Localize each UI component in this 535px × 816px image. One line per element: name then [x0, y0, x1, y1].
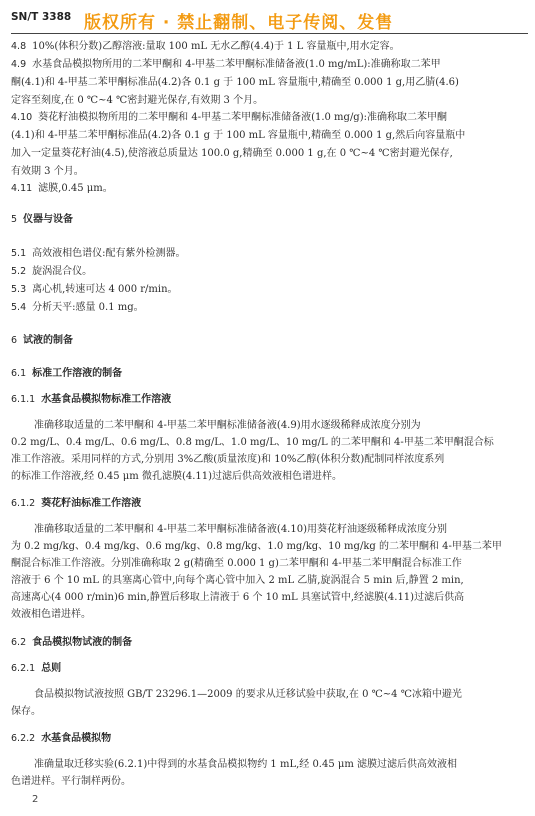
- section-number: 6.2.1: [11, 663, 36, 674]
- clause-number: 5.3: [11, 284, 27, 295]
- section-6-2-2-heading: [11, 732, 528, 746]
- section-number: 6.1.2: [11, 498, 36, 509]
- paragraph-line: 准确量取迁移实验(6.2.1)中得到的水基食品模拟物约 1 mL,经 0.45 μm 滤膜过滤后供高效液相: [34, 759, 458, 770]
- paragraph-line: 准确移取适量的二苯甲酮和 4-甲基二苯甲酮标准储备液(4.9)用水逐级稀释成浓度分别为: [34, 420, 421, 431]
- section-number: 6: [11, 335, 18, 346]
- clause-text-line: 酮(4.1)和 4-甲基二苯甲酮标准品(4.2)各 0.1 g 于 100 mL 容量瓶中,精确至 0.000 1 g,用乙腈(4.6): [11, 77, 459, 88]
- paragraph-line: 为 0.2 mg/kg、0.4 mg/kg、0.6 mg/kg、0.8 mg/kg、1.0 mg/kg、10 mg/kg 的二苯甲酮和 4-甲基二苯甲: [11, 541, 502, 552]
- clause-text-line: (4.1)和 4-甲基二苯甲酮标准品(4.2)各 0.1 g 于 100 mL 容量瓶中,精确至 0.000 1 g,然后向容量瓶中: [11, 130, 466, 141]
- paragraph-line: 食品模拟物试液按照 GB/T 23296.1—2009 的要求从迁移试验中获取,在 0 ℃~4 ℃冰箱中避光: [34, 689, 462, 700]
- clause-number: 5.2: [11, 266, 27, 277]
- section-title: 总则: [41, 663, 62, 674]
- paragraph-line: 色谱进样。平行制样两份。: [11, 776, 131, 787]
- section-title: 标准工作溶液的制备: [32, 368, 123, 379]
- clause-text-line: 有效期 3 个月。: [11, 166, 84, 177]
- clause-text: 水基食品模拟物所用的二苯甲酮和 4-甲基二苯甲酮标准储备液(1.0 mg/mL):准确称取二苯甲: [32, 59, 441, 70]
- section-number: 6.2: [11, 637, 27, 648]
- clause-number: 4.11: [11, 183, 33, 194]
- section-6-1-heading: [11, 367, 528, 381]
- clause-number: 4.9: [11, 59, 27, 70]
- section-number: 5: [11, 214, 18, 225]
- section-number: 6.1: [11, 368, 27, 379]
- clause-5-1: [11, 247, 528, 261]
- section-6-2-1-heading: [11, 662, 528, 676]
- section-6-2-heading: [11, 636, 528, 650]
- section-title: 水基食品模拟物标准工作溶液: [41, 394, 172, 405]
- page-header: [11, 8, 526, 34]
- paragraph-line: 0.2 mg/L、0.4 mg/L、0.6 mg/L、0.8 mg/L、1.0 mg/L、10 mg/L 的二苯甲酮和 4-甲基二苯甲酮混合标: [11, 437, 494, 448]
- clause-4-8: [11, 40, 528, 54]
- page-number: 2: [32, 794, 39, 805]
- paragraph-line: 效液相色谱进样。: [11, 609, 91, 620]
- paragraph-line: 保存。: [11, 706, 41, 717]
- paragraph-line: 准工作溶液。采用同样的方式,分别用 3%乙酸(质量浓度)和 10%乙醇(体积分数)配制同样浓度系列: [11, 454, 445, 465]
- clause-5-4: [11, 301, 528, 315]
- clause-5-3: [11, 283, 528, 297]
- clause-4-9: [11, 58, 528, 72]
- section-title: 试液的制备: [23, 335, 74, 346]
- section-5-heading: [11, 213, 528, 227]
- clause-4-11: [11, 182, 528, 196]
- section-title: 食品模拟物试液的制备: [32, 637, 133, 648]
- clause-text: 旋涡混合仪。: [32, 266, 93, 277]
- header-divider: [11, 33, 528, 34]
- paragraph-line: 酮混合标准工作溶液。分别准确称取 2 g(精确至 0.000 1 g)二苯甲酮和 4-甲基二苯甲酮混合标准工作: [11, 558, 462, 569]
- section-title: 仪器与设备: [23, 214, 74, 225]
- clause-number: 5.4: [11, 302, 27, 313]
- section-6-1-1-heading: [11, 393, 528, 407]
- clause-text: 滤膜,0.45 μm。: [38, 183, 113, 194]
- section-title: 水基食品模拟物: [41, 733, 112, 744]
- section-6-1-2-heading: [11, 497, 528, 511]
- clause-number: 4.8: [11, 41, 27, 52]
- paragraph-line: 溶液于 6 个 10 mL 的具塞离心管中,向每个离心管中加入 2 mL 乙腈,旋涡混合 5 min 后,静置 2 min,: [11, 575, 464, 586]
- clause-text-line: 加入一定量葵花籽油(4.5),使溶液总质量达 100.0 g,精确至 0.000 1 g,在 0 ℃~4 ℃密封避光保存,: [11, 148, 453, 159]
- section-title: 葵花籽油标准工作溶液: [41, 498, 142, 509]
- paragraph-line: 的标准工作溶液,经 0.45 μm 微孔滤膜(4.11)过滤后供高效液相色谱进样。: [11, 471, 343, 482]
- clause-4-10: [11, 111, 528, 125]
- clause-number: 5.1: [11, 248, 27, 259]
- section-number: 6.1.1: [11, 394, 36, 405]
- clause-text: 离心机,转速可达 4 000 r/min。: [32, 284, 178, 295]
- standard-code: SN/T 3388: [11, 11, 72, 23]
- clause-number: 4.10: [11, 112, 33, 123]
- copyright-watermark: 版权所有 · 禁止翻制、电子传阅、发售: [84, 13, 394, 33]
- paragraph-line: 高速离心(4 000 r/min)6 min,静置后移取上清液于 6 个 10 mL 具塞试管中,经滤膜(4.11)过滤后供高: [11, 592, 465, 603]
- paragraph-line: 准确移取适量的二苯甲酮和 4-甲基二苯甲酮标准储备液(4.10)用葵花籽油逐级稀释成浓度分别: [34, 524, 447, 535]
- clause-text-line: 定容至刻度,在 0 ℃~4 ℃密封避光保存,有效期 3 个月。: [11, 95, 264, 106]
- clause-text: 10%(体积分数)乙醇溶液:量取 100 mL 无水乙醇(4.4)于 1 L 容量瓶中,用水定容。: [32, 41, 400, 52]
- section-6-heading: [11, 334, 528, 348]
- clause-text: 分析天平:感量 0.1 mg。: [32, 302, 144, 313]
- section-number: 6.2.2: [11, 733, 36, 744]
- clause-5-2: [11, 265, 528, 279]
- clause-text: 高效液相色谱仪:配有紫外检测器。: [32, 248, 186, 259]
- clause-text: 葵花籽油模拟物所用的二苯甲酮和 4-甲基二苯甲酮标准储备液(1.0 mg/g):准确称取二苯甲酮: [38, 112, 447, 123]
